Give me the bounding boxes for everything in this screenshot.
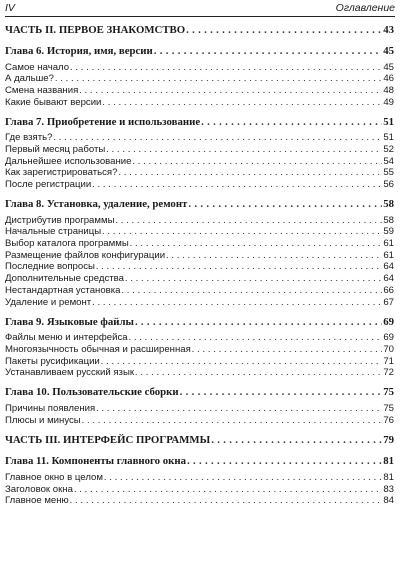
toc-chapter-heading — [5, 116, 394, 129]
toc-entry — [5, 215, 394, 227]
toc-entry-title: Дополнительные средства — [5, 273, 124, 285]
dot-leader — [55, 73, 382, 85]
toc-entry-title: Последние вопросы — [5, 261, 95, 273]
toc-entry-title: Размещение файлов конфигурации — [5, 249, 166, 261]
toc-page-number: 71 — [383, 355, 394, 367]
toc-entry-title: Плюсы и минусы — [5, 414, 81, 426]
toc-chapter-heading — [5, 316, 394, 329]
running-header — [5, 2, 395, 17]
page-number-roman: IV — [5, 2, 15, 14]
toc-page-number: 64 — [383, 273, 394, 285]
toc-page-number: 43 — [383, 24, 394, 36]
running-title: Оглавление — [335, 2, 395, 14]
toc-entry-title: Как зарегистрироваться? — [5, 167, 118, 179]
toc-entry-title: ЧАСТЬ II. ПЕРВОЕ ЗНАКОМСТВО — [5, 24, 186, 36]
dot-leader — [125, 273, 382, 285]
dot-leader — [53, 132, 382, 144]
dot-leader — [115, 215, 382, 227]
toc-part-heading — [5, 434, 394, 447]
toc-entry — [5, 484, 394, 496]
dot-leader — [70, 62, 382, 74]
toc-page-number: 58 — [383, 198, 394, 211]
toc-page-number: 58 — [383, 214, 394, 226]
toc-page-number: 75 — [383, 386, 394, 399]
toc-page-number: 54 — [383, 155, 394, 167]
toc-entry — [5, 97, 394, 109]
toc-entry-title: Удаление и ремонт — [5, 296, 92, 308]
toc-chapter-heading — [5, 198, 394, 211]
toc-page-number: 45 — [383, 61, 394, 73]
toc-entry — [5, 297, 394, 309]
dot-leader — [96, 403, 382, 415]
dot-leader — [92, 179, 382, 191]
toc-entry — [5, 403, 394, 415]
toc-entry-title: Многоязычность обычная и расширенная — [5, 343, 191, 355]
toc-entry-title: Главное меню — [5, 495, 69, 507]
toc-page-number: 51 — [383, 132, 394, 144]
toc-page-number: 61 — [383, 238, 394, 250]
toc-page-number: 81 — [383, 455, 394, 468]
toc-entry-title: Глава 6. История, имя, версии — [5, 45, 153, 57]
toc-entry-title: Глава 11. Компоненты главного окна — [5, 455, 186, 468]
dot-leader — [70, 495, 383, 507]
toc-page-number: 83 — [383, 483, 394, 495]
toc-entry — [5, 273, 394, 285]
toc-page-number: 59 — [383, 226, 394, 238]
dot-leader — [211, 434, 382, 447]
toc-entry-title: Какие бывают версии — [5, 96, 102, 108]
toc-chapter-heading — [5, 45, 394, 58]
toc-page-number: 52 — [383, 143, 394, 155]
toc-entry — [5, 167, 394, 179]
toc-entry — [5, 285, 394, 297]
dot-leader — [74, 484, 382, 496]
dot-leader — [122, 285, 383, 297]
dot-leader — [132, 156, 382, 168]
toc-entry — [5, 132, 394, 144]
toc-entry — [5, 495, 394, 507]
toc-page-number: 49 — [383, 96, 394, 108]
toc-page-number: 46 — [383, 73, 394, 85]
toc-entry — [5, 250, 394, 262]
dot-leader — [82, 415, 383, 427]
toc-entry-title: Нестандартная установка — [5, 284, 121, 296]
dot-leader — [188, 198, 382, 211]
toc-part-heading — [5, 24, 394, 37]
toc-entry-title: Файлы меню и интерфейса — [5, 332, 128, 344]
toc-entry-title: Самое начало — [5, 61, 70, 73]
dot-leader — [201, 116, 382, 129]
dot-leader — [129, 332, 383, 344]
toc-entry-title: Дистрибутив программы — [5, 214, 115, 226]
dot-leader — [154, 45, 382, 58]
toc-entry-title: Смена названия — [5, 84, 79, 96]
dot-leader — [102, 226, 382, 238]
dot-leader — [79, 85, 382, 97]
toc-page-number: 55 — [383, 167, 394, 179]
toc-entry — [5, 73, 394, 85]
toc-entry-title: После регистрации — [5, 179, 92, 190]
dot-leader — [130, 238, 383, 250]
toc-entry-title: Первый месяц работы — [5, 143, 106, 155]
toc-page-number: 79 — [383, 434, 394, 447]
toc-entry-title: Пакеты русификации — [5, 355, 100, 367]
toc-page-number: 56 — [383, 179, 394, 190]
toc-entry — [5, 226, 394, 238]
dot-leader — [106, 144, 382, 156]
toc-entry-title: Дальнейшее использование — [5, 155, 132, 167]
toc-entry — [5, 144, 394, 156]
toc-entry-title: А дальше? — [5, 73, 54, 85]
toc-entry — [5, 332, 394, 344]
toc-entry — [5, 367, 394, 379]
toc-page-number: 72 — [383, 367, 394, 379]
toc-entry-title: Причины появления — [5, 402, 96, 414]
toc-page-number: 64 — [383, 261, 394, 273]
toc-entry-title: Глава 9. Языковые файлы — [5, 315, 134, 328]
toc-entry — [5, 179, 394, 191]
dot-leader — [101, 356, 383, 368]
toc-entry-title: Где взять? — [5, 132, 53, 144]
dot-leader — [135, 367, 382, 379]
toc-page-number: 69 — [383, 315, 394, 328]
toc-page-number: 66 — [383, 284, 394, 296]
toc-chapter-heading — [5, 386, 394, 399]
toc-entry — [5, 344, 394, 356]
toc-entry — [5, 85, 394, 97]
dot-leader — [118, 167, 382, 179]
toc-page-number: 48 — [383, 84, 394, 96]
toc-page-number: 61 — [383, 249, 394, 261]
dot-leader — [186, 24, 382, 37]
dot-leader — [102, 97, 382, 109]
toc-entry-title: Глава 7. Приобретение и использование — [5, 115, 201, 128]
toc-page-number: 76 — [383, 414, 394, 426]
dot-leader — [96, 261, 382, 273]
toc-entry-title: ЧАСТЬ III. ИНТЕРФЕЙС ПРОГРАММЫ — [5, 434, 211, 447]
toc-entry-title: Глава 8. Установка, удаление, ремонт — [5, 198, 188, 211]
toc-page-number: 51 — [383, 115, 394, 128]
table-of-contents — [5, 24, 394, 507]
toc-entry-title: Устанавливаем русский язык — [5, 367, 135, 379]
toc-page-number: 45 — [383, 45, 394, 57]
toc-page-number: 84 — [383, 495, 394, 507]
dot-leader — [135, 316, 382, 329]
toc-entry-title: Выбор каталога программы — [5, 238, 129, 250]
toc-entry — [5, 415, 394, 427]
toc-page-number: 70 — [383, 343, 394, 355]
dot-leader — [187, 455, 382, 468]
toc-chapter-heading — [5, 455, 394, 468]
toc-entry-title: Глава 10. Пользовательские сборки — [5, 386, 179, 399]
toc-entry-title: Начальные страницы — [5, 226, 102, 238]
toc-entry — [5, 62, 394, 74]
toc-page-number: 69 — [383, 332, 394, 344]
toc-entry — [5, 356, 394, 368]
toc-entry — [5, 261, 394, 273]
toc-entry — [5, 156, 394, 168]
dot-leader — [166, 250, 382, 262]
toc-entry-title: Главное окно в целом — [5, 471, 103, 483]
toc-page-number: 75 — [383, 402, 394, 414]
toc-entry-title: Заголовок окна — [5, 483, 73, 495]
toc-page-number: 81 — [383, 471, 394, 483]
toc-entry — [5, 238, 394, 250]
toc-page-number: 67 — [383, 296, 394, 308]
dot-leader — [192, 344, 383, 356]
dot-leader — [92, 297, 382, 309]
dot-leader — [180, 386, 383, 399]
toc-entry — [5, 472, 394, 484]
dot-leader — [104, 472, 382, 484]
